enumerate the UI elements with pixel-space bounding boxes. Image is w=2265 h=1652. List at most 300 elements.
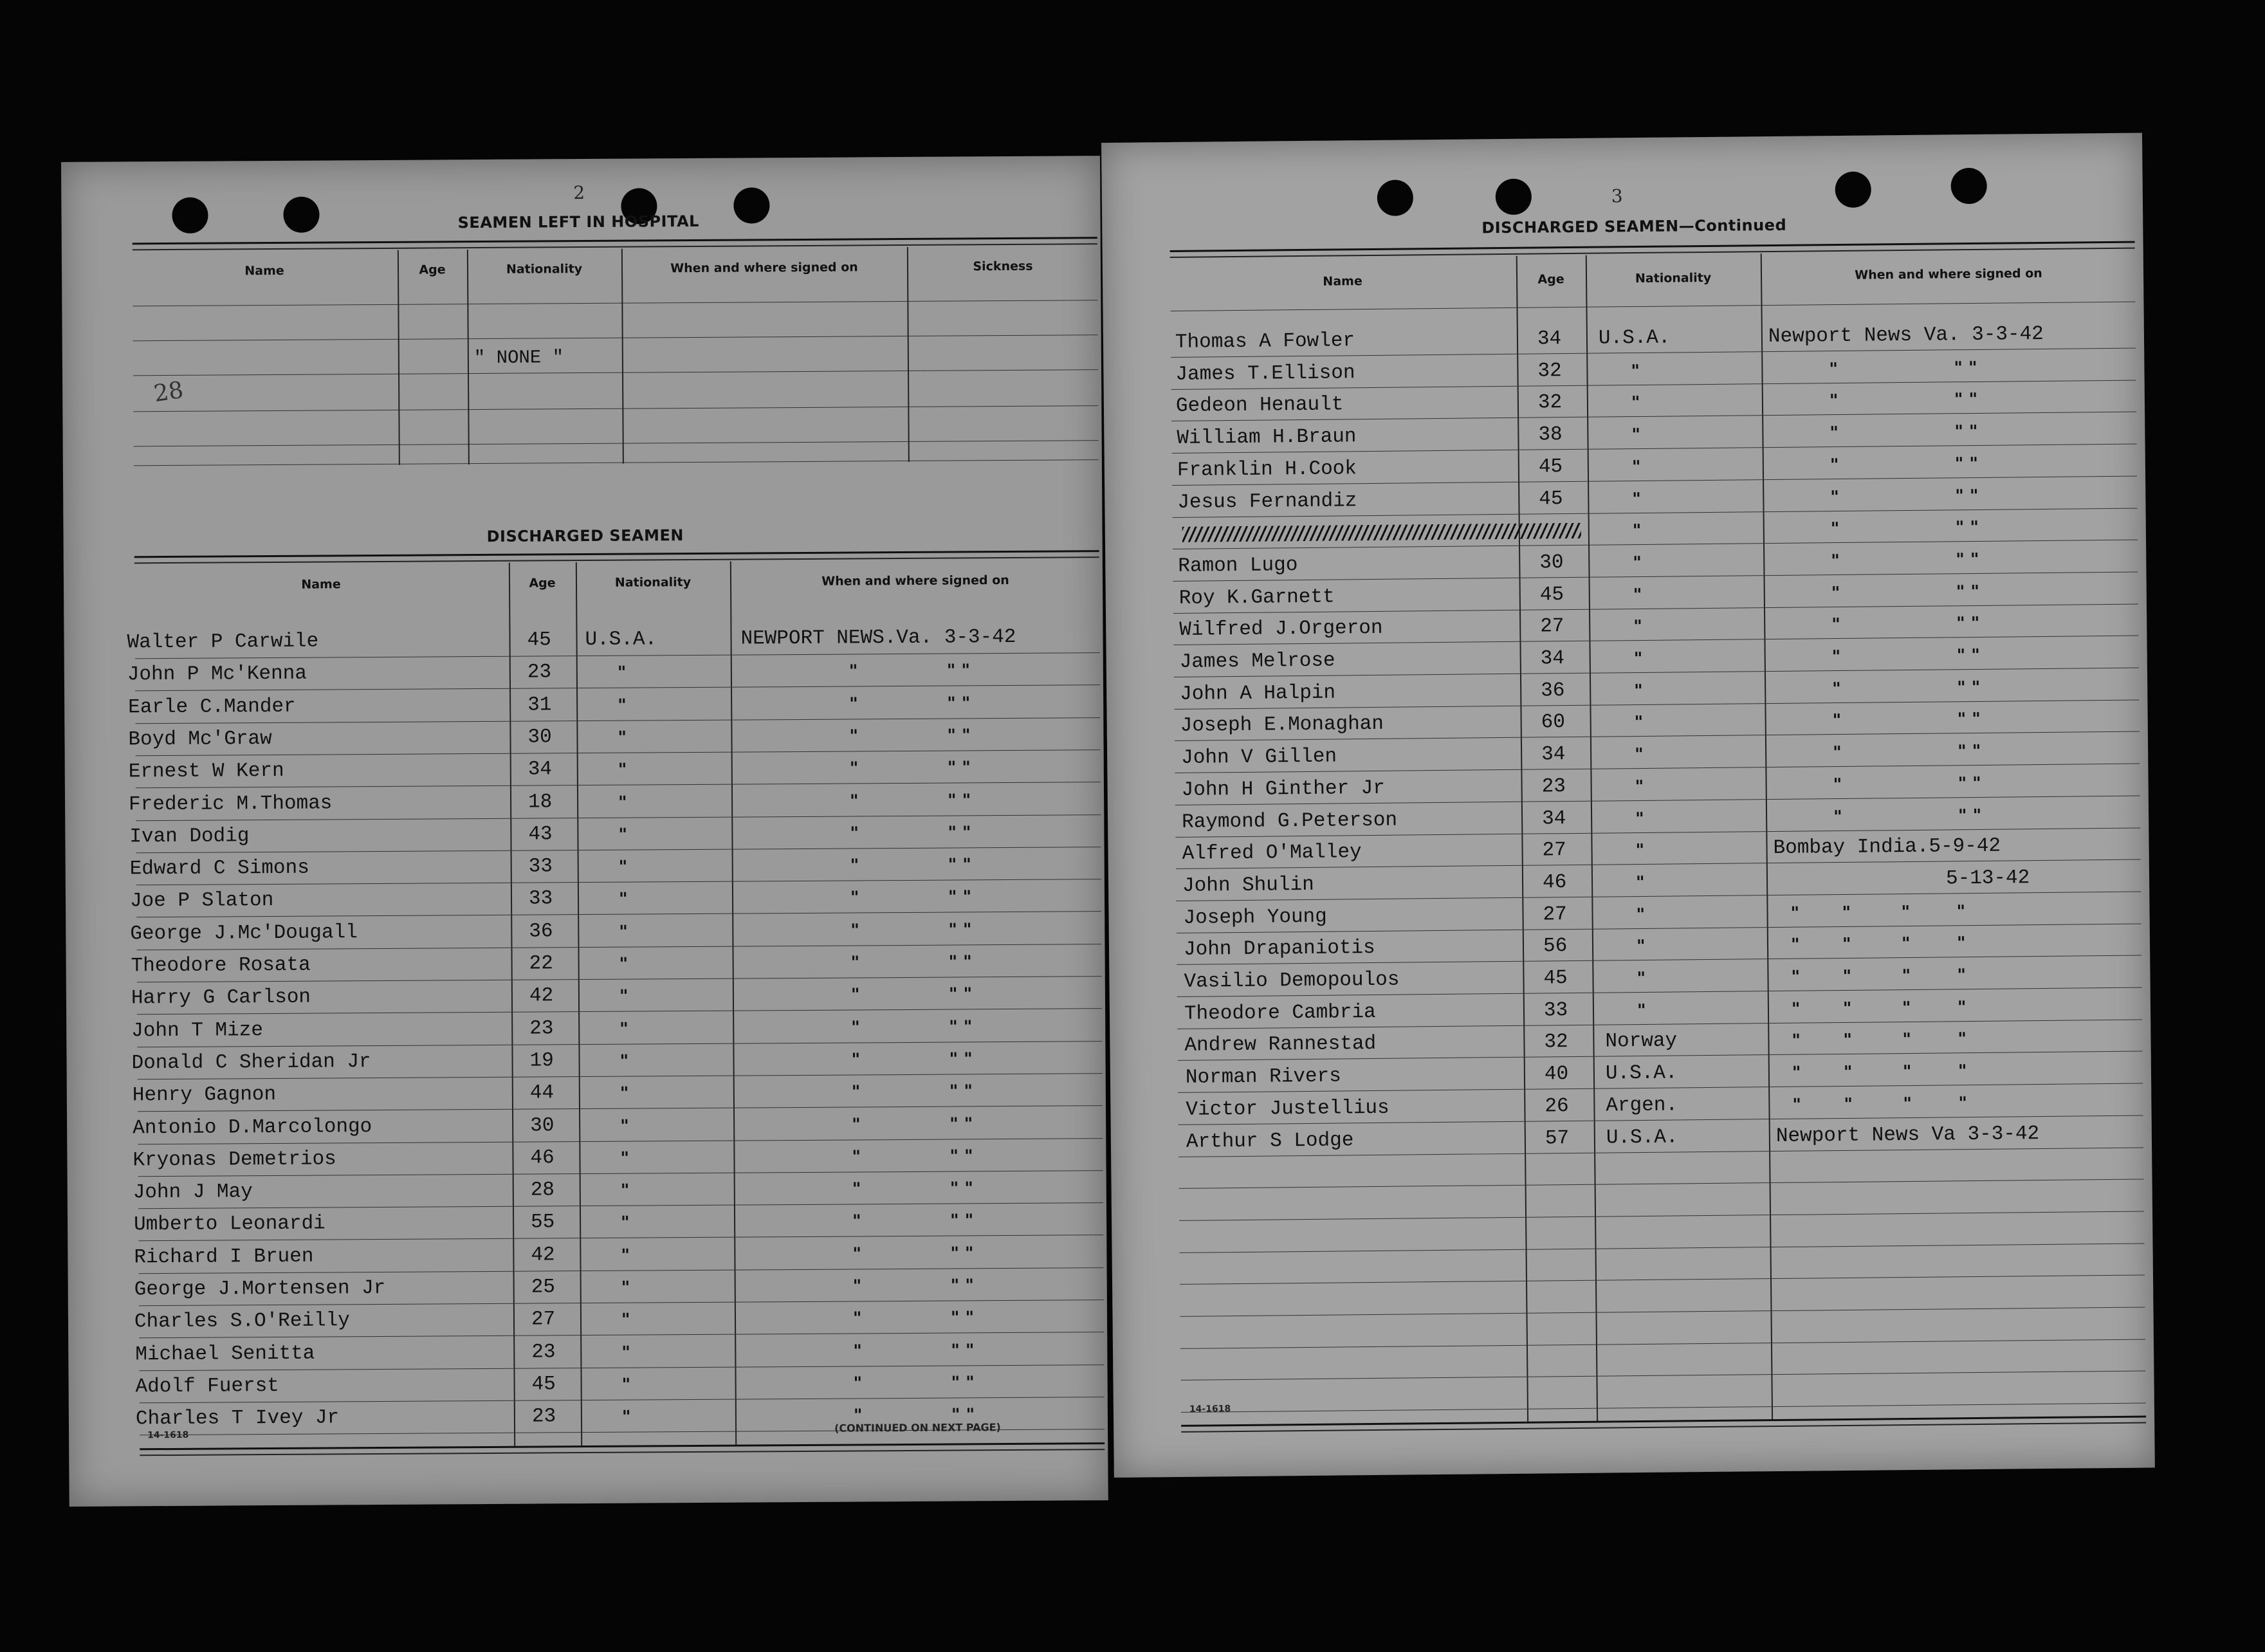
ditto-mark-nationality: ": [1635, 841, 1645, 861]
ditto-mark: ": [1790, 935, 1800, 955]
seaman-age: 19: [529, 1049, 554, 1072]
ditto-mark-place: ": [1833, 775, 1842, 794]
col-header-signed-on: When and where signed on: [821, 573, 1009, 589]
seaman-age: 36: [529, 920, 553, 943]
ditto-mark-place: ": [849, 758, 859, 778]
ditto-mark-place: ": [849, 694, 858, 714]
seaman-age: 45: [1539, 583, 1564, 607]
ditto-mark-nationality: ": [619, 1019, 628, 1039]
seaman-name: John Shulin: [1182, 873, 1314, 897]
ditto-mark-date: " ": [948, 887, 972, 907]
ditto-mark-date: " ": [951, 1373, 975, 1393]
seaman-age: 30: [527, 726, 552, 749]
seaman-name: Roy K.Garnett: [1178, 585, 1335, 610]
seaman-age: 31: [527, 693, 552, 717]
seaman-name: John Drapaniotis: [1183, 937, 1375, 962]
seaman-signed-on: Bombay India.5-9-42: [1773, 834, 2001, 860]
ditto-mark-nationality: ": [619, 1083, 629, 1103]
table-rule: [138, 1073, 1103, 1079]
seaman-name: Ivan Dodig: [129, 825, 250, 849]
col-header-name: Name: [244, 263, 284, 279]
ditto-mark-place: ": [852, 1244, 862, 1264]
ditto-mark-place: ": [853, 1406, 863, 1426]
ditto-mark-place: ": [1832, 711, 1842, 731]
col-header-sickness: Sickness: [973, 259, 1033, 274]
ditto-mark: ": [1843, 1031, 1853, 1051]
seaman-name: Richard I Bruen: [134, 1245, 314, 1269]
table-rule: [136, 912, 1101, 918]
ditto-mark-date: " ": [949, 1016, 973, 1037]
form-number: 14-1618: [147, 1429, 189, 1441]
seaman-signed-on: NEWPORT NEWS.Va. 3-3-42: [740, 625, 1016, 650]
seaman-age: 23: [1541, 775, 1566, 798]
ditto-mark-nationality: ": [621, 1310, 630, 1330]
ditto-mark: ": [1958, 1093, 1968, 1114]
table-bottom-rule: [140, 1449, 1105, 1456]
table-rule: [1173, 571, 2138, 581]
ditto-mark: ": [1902, 1062, 1912, 1082]
col-header-age: Age: [419, 262, 446, 277]
ditto-mark-nationality: ": [620, 1148, 630, 1168]
left-page: [61, 156, 1108, 1507]
seaman-name: Victor Justellius: [1186, 1096, 1389, 1121]
seaman-age: 23: [531, 1405, 556, 1428]
ditto-mark: ": [1842, 998, 1852, 1018]
seaman-name: James Melrose: [1179, 649, 1335, 674]
ditto-mark-place: ": [1833, 743, 1842, 763]
ditto-mark-nationality: ": [620, 1213, 630, 1233]
ditto-mark-nationality: ": [620, 1180, 630, 1200]
ditto-mark-place: ": [1829, 423, 1839, 443]
ditto-mark-nationality: ": [1631, 457, 1641, 477]
ditto-mark-place: ": [851, 1018, 860, 1038]
table-rule: [1179, 1211, 2144, 1220]
seaman-name: Joe P Slaton: [129, 889, 274, 913]
ditto-mark-place: ": [1831, 583, 1840, 603]
seaman-age: 18: [527, 790, 553, 814]
seaman-name: Andrew Rannestad: [1184, 1032, 1377, 1058]
seaman-name: Ramon Lugo: [1178, 553, 1298, 578]
seaman-age: 45: [527, 629, 551, 652]
seaman-name: John T Mize: [131, 1018, 263, 1042]
hospital-entry-none: " NONE ": [473, 347, 564, 369]
seaman-age: 55: [530, 1211, 555, 1234]
ditto-mark-nationality: ": [1633, 585, 1642, 605]
ditto-mark: ": [1901, 934, 1911, 954]
ditto-mark: ": [1792, 1063, 1801, 1083]
table-bottom-rule: [1181, 1415, 2146, 1426]
ditto-mark-nationality: ": [621, 1343, 630, 1363]
ditto-mark-date: " ": [1954, 358, 1977, 378]
ditto-mark: ": [1957, 997, 1967, 1017]
table-rule: [1171, 302, 2136, 311]
punch-hole: [283, 197, 319, 233]
seaman-age: 34: [1541, 743, 1566, 766]
ditto-mark-date: " ": [1957, 710, 1981, 730]
ditto-mark-date: " ": [949, 1146, 973, 1166]
ditto-mark-nationality: ": [618, 890, 628, 910]
seaman-age: 57: [1545, 1126, 1570, 1150]
ditto-mark: ": [1957, 966, 1967, 986]
ditto-mark-nationality: ": [1632, 521, 1642, 541]
ditto-mark-place: ": [1831, 551, 1840, 571]
ditto-mark-date: " ": [1954, 390, 1978, 410]
ditto-mark-date: " ": [946, 661, 971, 681]
seaman-age: 46: [530, 1146, 555, 1170]
ditto-mark-place: ": [849, 791, 859, 811]
table-rule: [136, 782, 1101, 788]
table-rule: [136, 749, 1101, 756]
ditto-mark-place: ": [850, 888, 859, 908]
seaman-name: Adolf Fuerst: [135, 1374, 279, 1399]
punch-hole: [733, 187, 769, 223]
seaman-age: 27: [1542, 839, 1566, 862]
seaman-name: Gedeon Henault: [1175, 393, 1344, 418]
ditto-mark-nationality: ": [1635, 872, 1645, 892]
ditto-mark-date: " ": [951, 1340, 975, 1361]
ditto-mark-place: ": [852, 1147, 861, 1167]
column-divider: [467, 250, 470, 464]
ditto-mark-date: " ": [1958, 805, 1982, 825]
punch-hole: [1377, 179, 1414, 216]
seaman-age: 38: [1538, 423, 1563, 446]
ditto-mark-date: " ": [1955, 486, 1979, 506]
seaman-age: 33: [528, 855, 553, 878]
table-rule: [1176, 891, 2141, 901]
ditto-mark-place: ": [1832, 679, 1841, 699]
seaman-name: Franklin H.Cook: [1177, 457, 1357, 482]
seaman-age: 40: [1544, 1063, 1569, 1086]
seaman-name: George J.Mc'Dougall: [130, 921, 358, 946]
ditto-mark: ": [1843, 1062, 1853, 1083]
table-rule: [139, 1332, 1104, 1338]
seaman-signed-on: Newport News Va 3-3-42: [1775, 1122, 2040, 1148]
seaman-name: Thomas A Fowler: [1175, 329, 1355, 354]
ditto-mark-date: " ": [948, 920, 972, 940]
seaman-signed-on: Newport News Va. 3-3-42: [1768, 322, 2044, 349]
seaman-age: 45: [1538, 455, 1563, 479]
seaman-age: 27: [1540, 615, 1564, 638]
table-rule: [139, 1364, 1104, 1371]
table-rule: [1181, 1403, 2146, 1413]
seaman-name: Donald C Sheridan Jr: [131, 1050, 371, 1075]
seaman-name: Frederic M.Thomas: [128, 791, 333, 816]
seaman-name: Henry Gagnon: [132, 1083, 277, 1107]
seaman-name: Joseph Young: [1183, 905, 1327, 930]
seaman-name: Harry G Carlson: [131, 986, 311, 1010]
ditto-mark: ": [1901, 902, 1911, 922]
ditto-mark-nationality: ": [618, 793, 627, 812]
ditto-mark-place: ": [850, 921, 859, 941]
seaman-name: Walter P Carwile: [127, 630, 319, 654]
seaman-age: 45: [1543, 967, 1568, 990]
ditto-mark-place: ": [853, 1341, 862, 1361]
seaman-name: John V Gillen: [1181, 745, 1337, 769]
table-rule: [137, 976, 1102, 982]
ditto-mark-date: " ": [1955, 518, 1979, 538]
table-rule: [134, 440, 1099, 446]
seaman-age: 32: [1544, 1031, 1568, 1054]
table-rule: [139, 1299, 1104, 1306]
ditto-mark-date: " ": [949, 1211, 974, 1231]
table-rule: [136, 814, 1101, 821]
seaman-age: 28: [530, 1179, 555, 1202]
seaman-name: John P Mc'Kenna: [127, 662, 307, 686]
ditto-mark-nationality: ": [1633, 648, 1643, 669]
col-header-signed-on: When and where signed on: [1855, 266, 2042, 282]
ditto-mark-date: " ": [1956, 549, 1979, 570]
table-rule: [1180, 1371, 2145, 1381]
table-rule: [135, 684, 1100, 691]
seaman-name: Theodore Cambria: [1184, 1000, 1376, 1025]
seaman-name: Vasilio Demopoulos: [1184, 968, 1400, 993]
table-rule: [1180, 1275, 2145, 1285]
seaman-name: Theodore Rosata: [131, 953, 311, 978]
ditto-mark-place: ": [1830, 487, 1840, 507]
ditto-mark: ": [1958, 1061, 1967, 1081]
seaman-age: 23: [527, 661, 552, 684]
table-rule: [135, 652, 1100, 659]
table-rule: [138, 1235, 1103, 1242]
seaman-age: 44: [529, 1081, 555, 1105]
seaman-name: Arthur S Lodge: [1186, 1128, 1354, 1153]
table-rule: [134, 459, 1099, 466]
right-page: [1101, 133, 2155, 1477]
seaman-nationality: U.S.A.: [1598, 326, 1671, 350]
punch-hole: [1835, 172, 1871, 208]
seaman-name: James T.Ellison: [1175, 361, 1355, 386]
ditto-mark: ": [1842, 903, 1851, 922]
seaman-signed-on: 5-13-42: [1945, 867, 2030, 890]
ditto-mark-date: " ": [950, 1308, 975, 1328]
ditto-mark-date: " ": [1956, 645, 1981, 666]
ditto-mark-nationality: ": [618, 728, 627, 748]
seaman-nationality: U.S.A.: [585, 628, 657, 652]
seaman-name: Earle C.Mander: [128, 695, 296, 719]
column-divider: [621, 249, 624, 464]
ditto-mark-nationality: ": [1633, 553, 1642, 573]
seaman-age: 45: [531, 1373, 556, 1396]
col-header-age: Age: [529, 576, 556, 591]
seaman-name: Umberto Leonardi: [133, 1212, 326, 1236]
column-divider: [509, 563, 515, 1447]
ditto-mark-nationality: ": [1637, 1000, 1646, 1020]
seaman-age: 42: [529, 984, 554, 1007]
seaman-age: 42: [531, 1244, 555, 1267]
ditto-mark-date: " ": [1958, 773, 1981, 794]
ditto-mark-place: ": [1829, 455, 1839, 475]
ditto-mark-nationality: ": [1635, 809, 1644, 829]
ditto-mark: ": [1902, 966, 1911, 986]
seaman-name: Boyd Mc'Graw: [128, 727, 272, 751]
seaman-name: Edward C Simons: [129, 856, 309, 881]
ditto-mark-date: " ": [949, 1081, 973, 1101]
seaman-age: 60: [1541, 711, 1566, 734]
ditto-mark: ": [1956, 933, 1966, 953]
column-divider: [576, 562, 582, 1446]
seaman-age: 23: [531, 1340, 556, 1364]
ditto-mark-date: " ": [950, 1276, 974, 1296]
seaman-name: John J May: [133, 1180, 253, 1204]
ditto-mark-date: " ": [1954, 454, 1979, 474]
ditto-mark: ": [1792, 1095, 1802, 1115]
seaman-age: 30: [530, 1114, 555, 1137]
struck-out-entry: [1182, 523, 1581, 542]
table-rule: [137, 1041, 1102, 1047]
ditto-mark-date: " ": [950, 1244, 974, 1263]
ditto-mark-place: ": [852, 1211, 861, 1231]
table-rule: [138, 1202, 1103, 1209]
ditto-mark-date: " ": [949, 1114, 973, 1134]
ditto-mark: ": [1792, 1031, 1801, 1051]
column-divider: [1761, 253, 1773, 1420]
ditto-mark-place: ": [852, 1179, 861, 1199]
col-header-age: Age: [1537, 272, 1564, 287]
ditto-mark-date: " ": [1958, 742, 1981, 762]
ditto-mark-place: ": [852, 1276, 862, 1296]
ditto-mark: ": [1842, 935, 1851, 955]
punch-hole: [172, 197, 208, 234]
column-divider: [1516, 256, 1528, 1423]
table-rule: [136, 879, 1101, 885]
table-rule: [140, 1397, 1105, 1403]
ditto-mark-date: " ": [1957, 677, 1981, 697]
col-header-name: Name: [1323, 274, 1362, 289]
ditto-mark: ": [1956, 901, 1966, 921]
ditto-mark-place: ": [851, 1050, 861, 1070]
seaman-name: Ernest W Kern: [128, 760, 284, 784]
ditto-mark-nationality: ": [620, 1116, 629, 1136]
form-number: 14-1618: [1189, 1404, 1231, 1415]
ditto-mark-date: " ": [949, 1049, 973, 1069]
margin-mark: 28: [152, 376, 185, 408]
ditto-mark-place: ": [850, 856, 859, 876]
ditto-mark: ": [1791, 967, 1801, 987]
ditto-mark-nationality: ": [618, 760, 627, 780]
table-rule: [139, 1267, 1104, 1274]
seaman-age: 27: [1543, 903, 1567, 926]
ditto-mark-place: ": [1831, 615, 1840, 635]
seaman-age: 46: [1542, 871, 1567, 894]
ditto-mark-place: ": [1829, 359, 1839, 379]
ditto-mark-place: ": [850, 985, 860, 1005]
col-header-name: Name: [301, 577, 341, 592]
seaman-age: 43: [528, 823, 553, 846]
ditto-mark-date: " ": [947, 758, 971, 778]
ditto-mark-nationality: ": [621, 1245, 630, 1265]
ditto-mark-date: " ": [951, 1405, 975, 1425]
seaman-age: 32: [1537, 359, 1562, 383]
ditto-mark-nationality: ": [618, 825, 628, 845]
seaman-name: George J.Mortensen Jr: [134, 1276, 386, 1301]
ditto-mark-place: ": [849, 726, 859, 746]
column-divider: [730, 562, 737, 1446]
table-rule: [133, 369, 1098, 376]
seaman-name: Charles S.O'Reilly: [134, 1309, 350, 1334]
seaman-name: Alfred O'Malley: [1182, 841, 1362, 866]
seaman-age: 34: [527, 758, 553, 781]
ditto-mark-nationality: ": [618, 695, 627, 715]
ditto-mark: ": [1902, 1030, 1912, 1050]
seaman-age: 30: [1539, 551, 1564, 574]
table-rule: [133, 335, 1098, 341]
ditto-mark-nationality: ": [1635, 776, 1644, 796]
ditto-mark-nationality: ": [1632, 489, 1642, 509]
table-rule: [138, 1170, 1103, 1177]
seaman-name: Charles T Ivey Jr: [135, 1406, 340, 1431]
seaman-name: Norman Rivers: [1185, 1065, 1341, 1089]
ditto-mark-date: " ": [947, 726, 971, 746]
ditto-mark-nationality: ": [619, 922, 628, 942]
table-rule: [1179, 1179, 2144, 1189]
ditto-mark: ": [1791, 999, 1801, 1019]
table-rule: [138, 1105, 1103, 1112]
ditto-mark-place: ": [852, 1308, 862, 1328]
ditto-mark-place: ": [851, 1082, 861, 1102]
table-rule: [135, 717, 1100, 724]
ditto-mark-nationality: ": [1636, 904, 1646, 924]
seaman-nationality: Argen.: [1606, 1094, 1678, 1117]
seaman-age: 25: [531, 1276, 556, 1299]
table-rule: [1180, 1243, 2145, 1253]
col-header-signed-on: When and where signed on: [670, 260, 858, 276]
ditto-mark: ": [1844, 1094, 1853, 1114]
punch-hole: [1950, 168, 1987, 205]
seaman-age: 27: [531, 1308, 556, 1331]
seaman-nationality: U.S.A.: [1605, 1061, 1678, 1085]
column-divider: [398, 250, 400, 465]
seaman-age: 22: [529, 952, 553, 975]
ditto-mark-nationality: ": [1633, 617, 1642, 637]
table-rule: [136, 847, 1101, 853]
ditto-mark-place: ": [1831, 647, 1841, 667]
punch-hole: [1496, 179, 1532, 216]
seaman-name: John H Ginther Jr: [1181, 776, 1386, 802]
seaman-name: John A Halpin: [1180, 681, 1336, 706]
ditto-mark-date: " ": [1956, 614, 1980, 634]
seaman-age: 23: [529, 1016, 554, 1040]
ditto-mark-place: ": [848, 661, 858, 681]
ditto-mark-place: ": [1829, 391, 1839, 411]
ditto-mark-date: " ": [948, 823, 971, 843]
seaman-age: 34: [1537, 327, 1562, 351]
seaman-name: William H.Braun: [1177, 425, 1357, 450]
seaman-age: 33: [1543, 998, 1568, 1022]
page-number: 3: [1611, 185, 1623, 207]
page-number: 2: [573, 182, 585, 204]
ditto-mark-nationality: ": [619, 986, 628, 1007]
table-rule: [133, 405, 1098, 412]
ditto-mark-place: ": [853, 1373, 863, 1393]
continued-note: (CONTINUED ON NEXT PAGE): [834, 1421, 1001, 1435]
ditto-mark-place: ": [850, 823, 859, 843]
ditto-mark-place: ": [852, 1114, 861, 1135]
ditto-mark-date: " ": [1956, 582, 1980, 601]
ditto-mark: ": [1958, 1029, 1967, 1049]
table-bottom-rule: [140, 1442, 1105, 1450]
ditto-mark-place: ": [1830, 519, 1840, 539]
table-rule: [1180, 1307, 2145, 1317]
seaman-name: Jesus Fernandiz: [1177, 489, 1357, 514]
ditto-mark-date: " ": [948, 984, 973, 1004]
ditto-mark-date: " ": [1954, 422, 1978, 442]
ditto-mark: ": [1842, 966, 1852, 986]
seaman-age: 34: [1541, 807, 1566, 830]
ditto-mark-nationality: ": [1631, 393, 1640, 413]
hospital-section-title: SEAMEN LEFT IN HOSPITAL: [457, 212, 699, 232]
ditto-mark-nationality: ": [619, 954, 628, 974]
seaman-age: 36: [1541, 679, 1565, 702]
